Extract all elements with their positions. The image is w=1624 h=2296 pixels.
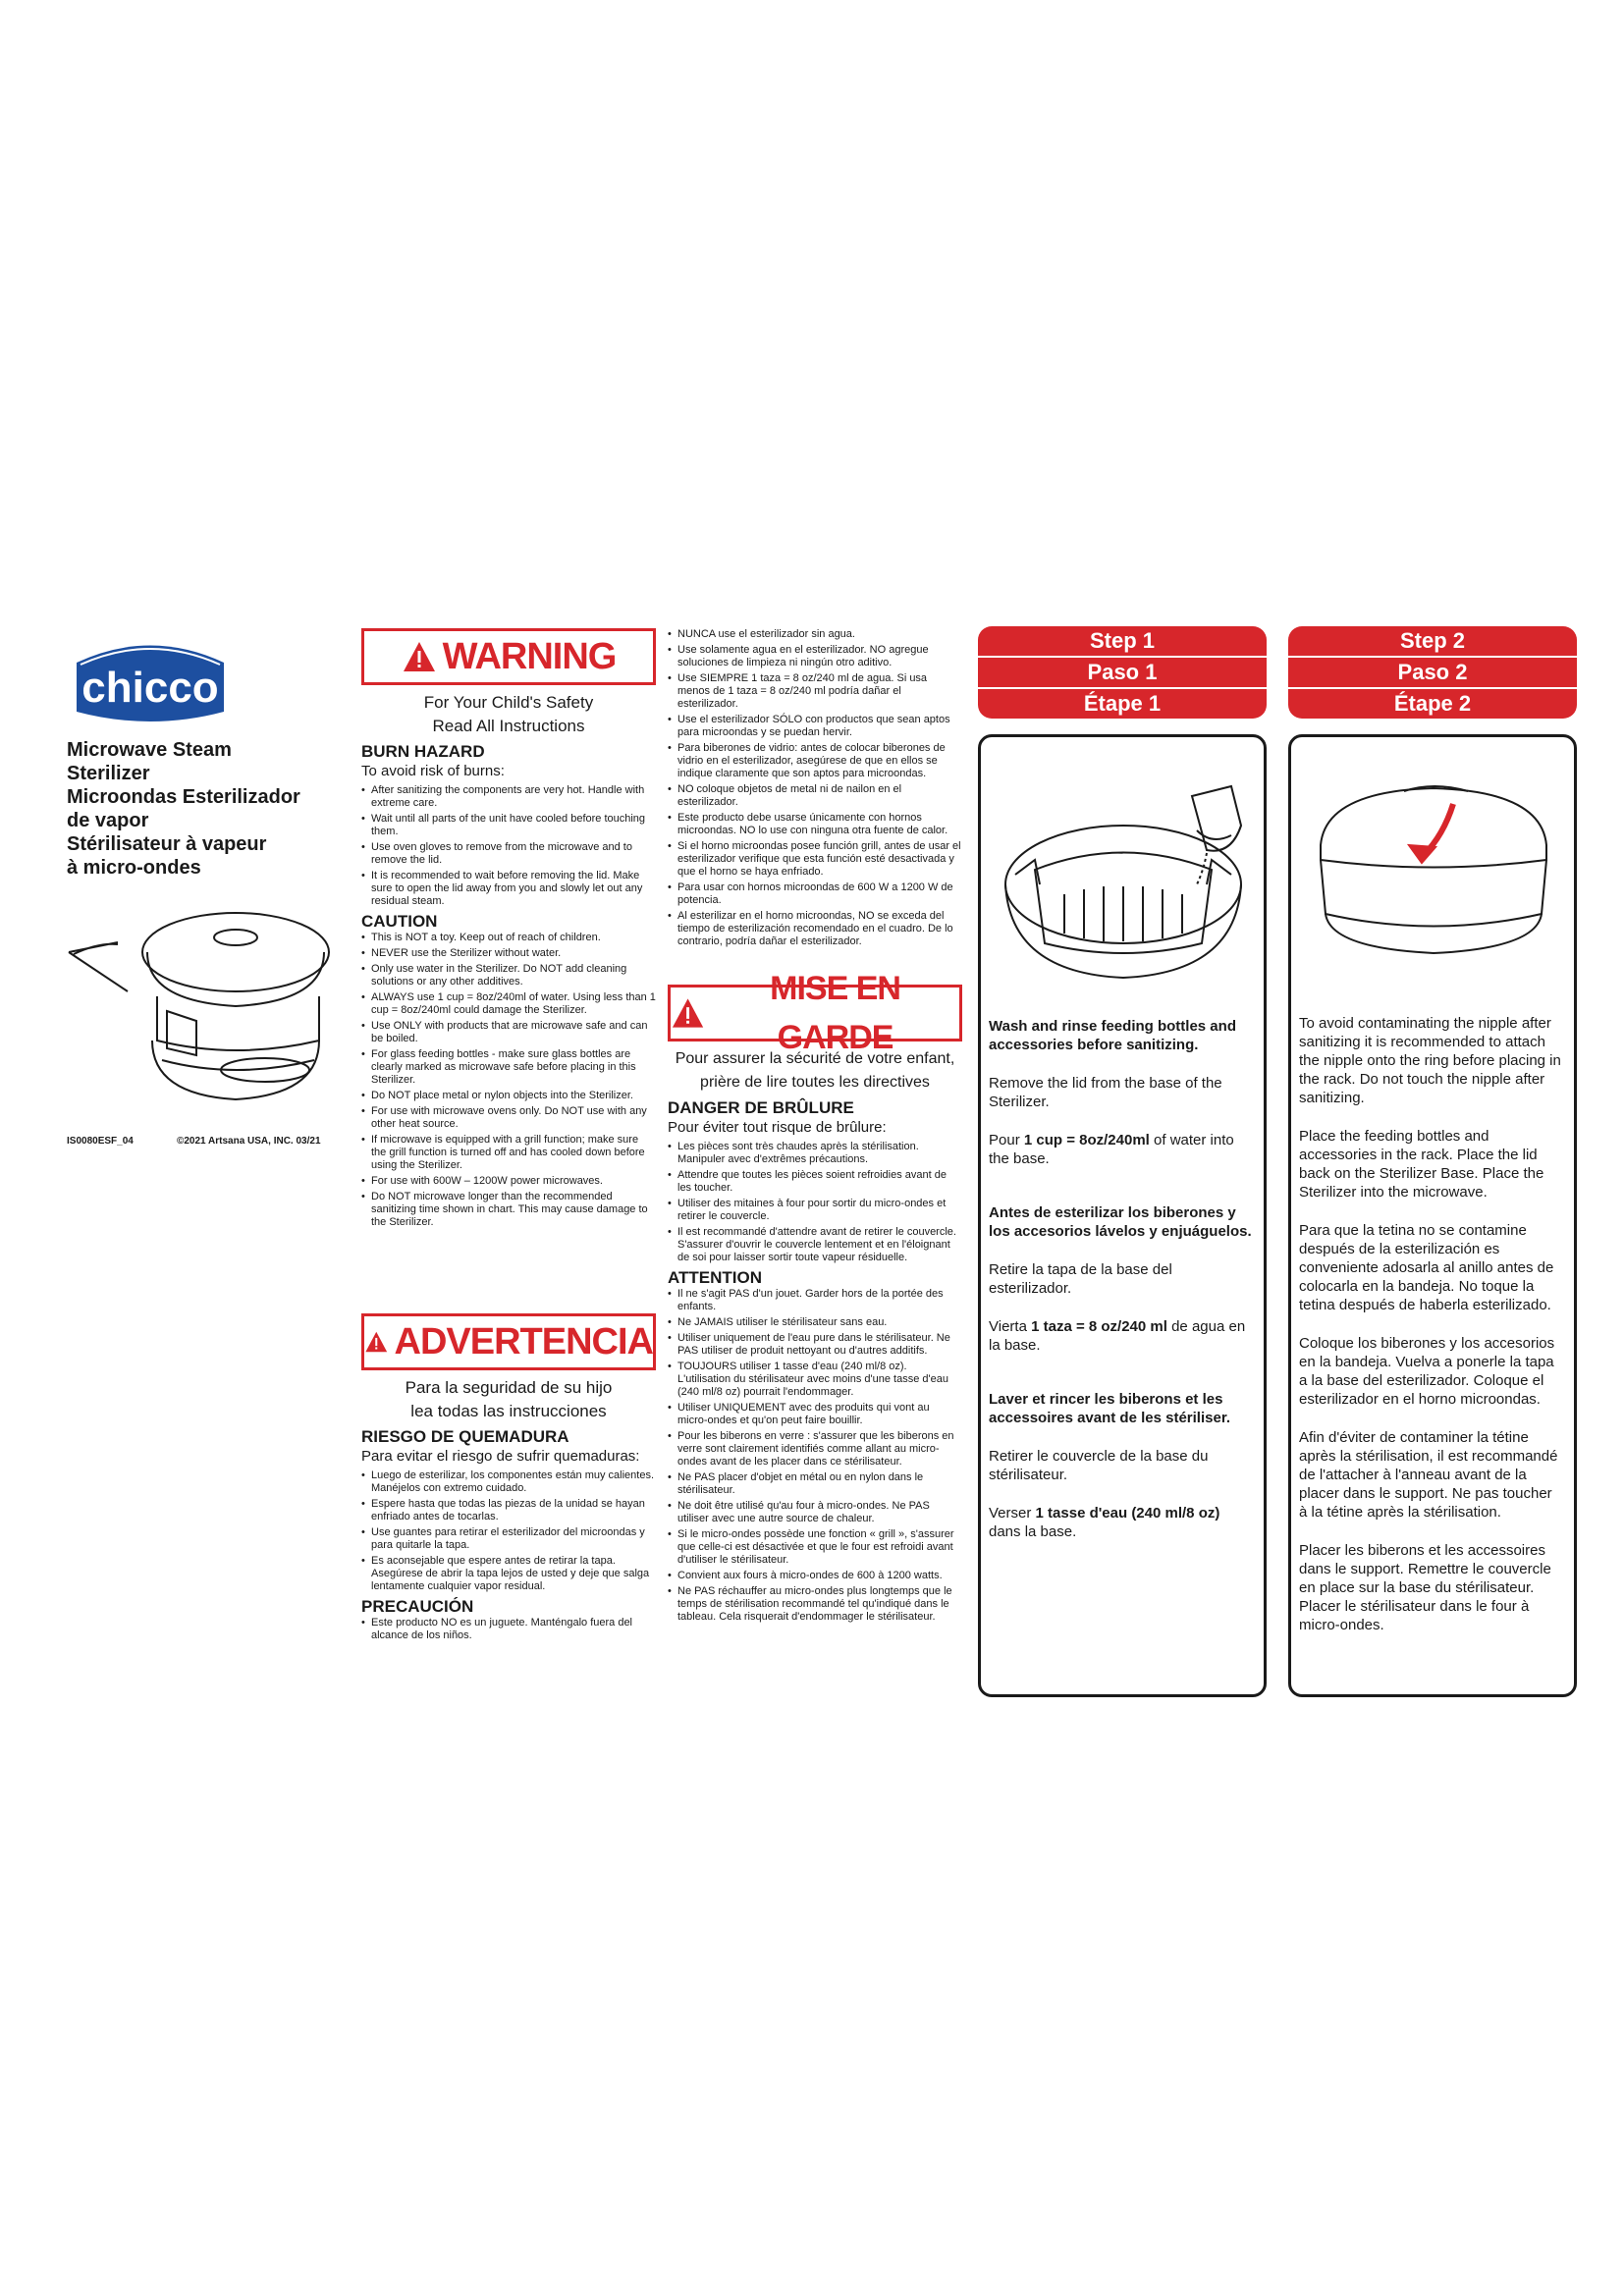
logo-text: chicco	[81, 664, 219, 712]
step-1-fr-p1: Retirer le couvercle de la base du stérilisateur.	[989, 1448, 1209, 1483]
burn-hazard-title: BURN HAZARD	[361, 742, 485, 761]
advertencia-section	[361, 1313, 656, 1645]
title-en-1: Microwave Steam	[67, 739, 232, 761]
list-item: • TOUJOURS utiliser 1 tasse d'eau (240 ml/8 oz). L'utilisation du stérilisateur avec moins d'une tasse d'eau (240 ml/8 oz) pourrait l'endommager.	[668, 1361, 962, 1399]
list-item: • Use guantes para retirar el esterilizador del microondas y para quitarle la tapa.	[361, 1526, 656, 1552]
list-item: • Do NOT place metal or nylon objects into the Sterilizer.	[361, 1090, 656, 1102]
step-1-en-p2c: of water into the base.	[989, 1132, 1234, 1167]
list-item: • Si el horno microondas posee función grill, antes de usar el esterilizador verifique que esta función esté desactivada y que el horno se haya enfriado.	[668, 840, 962, 879]
list-item: • Espere hasta que todas las piezas de la unidad se hayan enfriado antes de tocarlas.	[361, 1498, 656, 1523]
step-1-es-p1: Retire la tapa de la base del esterilizador.	[989, 1261, 1172, 1297]
step-1-en-p1: Remove the lid from the base of the Sterilizer.	[989, 1075, 1222, 1110]
attention-list	[668, 1288, 962, 1624]
advertencia-banner	[361, 1313, 656, 1370]
mise-en-garde-sub-1: Pour assurer la sécurité de votre enfant,	[675, 1050, 955, 1067]
chicco-logo	[67, 633, 234, 731]
warning-triangle-icon	[671, 996, 705, 1030]
step-2-label-fr: Étape 2	[1393, 691, 1472, 716]
warning-triangle-icon	[402, 640, 437, 673]
warning-sub-1: For Your Child's Safety	[423, 693, 594, 712]
list-item: • NUNCA use el esterilizador sin agua.	[668, 628, 962, 641]
step-2-label-en: Step 2	[1288, 626, 1577, 658]
sterilizer-illustration	[59, 883, 353, 1119]
danger-subtitle: Pour éviter tout risque de brûlure:	[668, 1119, 887, 1136]
list-item: • This is NOT a toy. Keep out of reach of children.	[361, 932, 656, 944]
list-item: • Ne PAS réchauffer au micro-ondes plus longtemps que le temps de stérilisation recommandé tel qu'indiqué dans le tableau. Cela risquerait d'endommager le stérilisateur.	[668, 1585, 962, 1624]
list-item: • Il est recommandé d'attendre avant de retirer le couvercle. S'assurer d'ouvrir le couvercle lentement et en l'éloignant de soi pour laisser sortir toute vapeur résiduelle.	[668, 1226, 962, 1264]
step-1-es-p2b: 1 taza = 8 oz/240 ml	[1031, 1318, 1167, 1335]
step-1-es-p2a: Vierta	[989, 1318, 1032, 1335]
list-item: • Use solamente agua en el esterilizador. NO agregue soluciones de limpieza ni ningún otro aditivo.	[668, 644, 962, 669]
document-code: IS0080ESF_04	[67, 1136, 134, 1147]
advertencia-sub-1: Para la seguridad de su hijo	[405, 1378, 613, 1397]
danger-list	[668, 1141, 962, 1264]
step-2-panel	[1288, 734, 1577, 1697]
list-item: • Para usar con hornos microondas de 600 W a 1200 W de potencia.	[668, 881, 962, 907]
step-2-header	[1288, 626, 1577, 719]
list-item: • Utiliser des mitaines à four pour sortir du micro-ondes et retirer le couvercle.	[668, 1198, 962, 1223]
advertencia-banner-text: ADVERTENCIA	[394, 1321, 653, 1362]
step-1-fr-p2b: 1 tasse d'eau (240 ml/8 oz)	[1035, 1505, 1220, 1522]
title-fr-1: Stérilisateur à vapeur	[67, 833, 267, 855]
list-item: • For use with microwave ovens only. Do NOT use with any other heat source.	[361, 1105, 656, 1131]
step-1-label-en: Step 1	[978, 626, 1267, 658]
riesgo-list	[361, 1469, 656, 1593]
step-1-en-p2a: Pour	[989, 1132, 1024, 1148]
warning-banner	[361, 628, 656, 685]
copyright: ©2021 Artsana USA, INC. 03/21	[177, 1136, 321, 1147]
step-1-en-heading: Wash and rinse feeding bottles and accessories before sanitizing.	[989, 1018, 1236, 1053]
list-item: • Utiliser uniquement de l'eau pure dans le stérilisateur. Ne PAS utiliser de produit nettoyant ou d'autres additifs.	[668, 1332, 962, 1358]
warning-sub-2: Read All Instructions	[432, 717, 585, 735]
mise-en-garde-banner	[668, 970, 962, 1056]
step-2-en-p1: To avoid contaminating the nipple after sanitizing it is recommended to attach the nipple onto the ring before placing in the rack. Do not touch the nipple after sanitizing.	[1299, 1015, 1561, 1106]
step-1-fr-heading: Laver et rincer les biberons et les accessoires avant de les stériliser.	[989, 1391, 1230, 1426]
list-item: • Les pièces sont très chaudes après la stérilisation. Manipuler avec d'extrêmes précautions.	[668, 1141, 962, 1166]
list-item: • Use ONLY with products that are microwave safe and can be boiled.	[361, 1020, 656, 1045]
warning-subtitle	[361, 691, 656, 738]
list-item: • Para biberones de vidrio: antes de colocar biberones de vidrio en el esterilizador, asegúrese de que en ellos se indique claramente que son aptos para microondas.	[668, 742, 962, 780]
list-item: • Si le micro-ondes possède une fonction « grill », s'assurer que celle-ci est désactivée et que le four est refroidi avant d'utiliser le stérilisateur.	[668, 1528, 962, 1567]
list-item: • It is recommended to wait before removing the lid. Make sure to open the lid away from you and slowly let out any residual steam.	[361, 870, 656, 908]
mise-en-garde-subtitle	[668, 1047, 962, 1095]
step-2-fr-p2: Placer les biberons et les accessoires dans le support. Remettre le couvercle en place sur la base du stérilisateur. Placer le stérilisateur dans le four à micro-ondes.	[1299, 1542, 1551, 1633]
mise-en-garde-sub-2: prière de lire toutes les directives	[700, 1074, 930, 1091]
list-item: • Only use water in the Sterilizer. Do NOT add cleaning solutions or any other additives.	[361, 963, 656, 988]
list-item: • Al esterilizar en el horno microondas, NO se exceda del tiempo de esterilización recomendado en el cuadro. De lo contrario, podría dañar el esterilizador.	[668, 910, 962, 948]
step-1-es-heading: Antes de esterilizar los biberones y los accesorios lávelos y enjuáguelos.	[989, 1204, 1252, 1240]
danger-title: DANGER DE BRÛLURE	[668, 1098, 854, 1117]
list-item: • Utiliser UNIQUEMENT avec des produits qui vont au micro-ondes et qu'on peut faire bouillir.	[668, 1402, 962, 1427]
product-title	[67, 738, 361, 880]
step-1-en-p2b: 1 cup = 8oz/240ml	[1023, 1132, 1150, 1148]
list-item: • Use SIEMPRE 1 taza = 8 oz/240 ml de agua. Si usa menos de 1 taza = 8 oz/240 ml podría dañar el esterilizador.	[668, 672, 962, 711]
list-item: • For glass feeding bottles - make sure glass bottles are clearly marked as microwave safe before placing in this Sterilizer.	[361, 1048, 656, 1087]
precaucion-continued	[668, 628, 962, 951]
list-item: • Ne PAS placer d'objet en métal ou en nylon dans le stérilisateur.	[668, 1471, 962, 1497]
precaucion-list-continued	[668, 628, 962, 948]
list-item: • Il ne s'agit PAS d'un jouet. Garder hors de la portée des enfants.	[668, 1288, 962, 1313]
step-1-fr-p2c: dans la base.	[989, 1523, 1077, 1540]
list-item: • After sanitizing the components are very hot. Handle with extreme care.	[361, 784, 656, 810]
step-1-fr-p2a: Verser	[989, 1505, 1036, 1522]
precaucion-title: PRECAUCIÓN	[361, 1597, 474, 1616]
warning-banner-text: WARNING	[442, 636, 617, 677]
precaucion-list	[361, 1617, 656, 1642]
list-item: • For use with 600W – 1200W power microwaves.	[361, 1175, 656, 1188]
basket-illustration	[996, 776, 1251, 1002]
attention-title: ATTENTION	[668, 1268, 763, 1287]
list-item: • Luego de esterilizar, los componentes están muy calientes. Manéjelos con extremo cuidado.	[361, 1469, 656, 1495]
mise-en-garde-section	[668, 970, 962, 1627]
step-1-header	[978, 626, 1267, 719]
list-item: • Ne JAMAIS utiliser le stérilisateur sans eau.	[668, 1316, 962, 1329]
list-item: • If microwave is equipped with a grill function; make sure the grill function is turned off and has cooled down before using the Sterilizer.	[361, 1134, 656, 1172]
list-item: • ALWAYS use 1 cup = 8oz/240ml of water. Using less than 1 cup = 8oz/240ml could damage the Sterilizer.	[361, 991, 656, 1017]
title-fr-2: à micro-ondes	[67, 857, 201, 879]
step-2-en-p2: Place the feeding bottles and accessories in the rack. Place the lid back on the Sterilizer Base. Place the Sterilizer into the microwave.	[1299, 1128, 1544, 1201]
warning-en-section	[361, 628, 656, 1232]
step-1-en-p2	[989, 1131, 1254, 1168]
list-item: • Attendre que toutes les pièces soient refroidies avant de les toucher.	[668, 1169, 962, 1195]
list-item: • Ne doit être utilisé qu'au four à micro-ondes. Ne PAS utiliser avec une autre source de chaleur.	[668, 1500, 962, 1525]
list-item: • NEVER use the Sterilizer without water.	[361, 947, 656, 960]
step-2-fr-p1: Afin d'éviter de contaminer la tétine après la stérilisation, il est recommandé de l'attacher à l'anneau avant de la placer dans le support. Ne pas toucher à la tétine après la stérilisation.	[1299, 1429, 1558, 1521]
step-1-label-fr: Étape 1	[1083, 691, 1162, 716]
list-item: • Este producto NO es un juguete. Manténgalo fuera del alcance de los niños.	[361, 1617, 656, 1642]
advertencia-sub-2: lea todas las instrucciones	[410, 1402, 607, 1420]
advertencia-subtitle	[361, 1376, 656, 1423]
step-2-es-p2: Coloque los biberones y los accesorios en la bandeja. Vuelva a ponerle la tapa a la base del esterilizador. Coloque el esterilizador en el horno microondas.	[1299, 1335, 1555, 1408]
step-2-es-p1: Para que la tetina no se contamine después de la esterilización es conveniente adosarla al anillo antes de colocarla en la bandeja. No toque la tetina después de haberla esterilizado.	[1299, 1222, 1554, 1313]
warning-triangle-icon	[364, 1325, 389, 1359]
caution-list	[361, 932, 656, 1229]
step-1-es-p2	[989, 1317, 1254, 1355]
step-1-panel	[978, 734, 1267, 1697]
list-item: • Use oven gloves to remove from the microwave and to remove the lid.	[361, 841, 656, 867]
list-item: • NO coloque objetos de metal ni de nailon en el esterilizador.	[668, 783, 962, 809]
title-es-2: de vapor	[67, 810, 149, 831]
burn-hazard-list	[361, 784, 656, 908]
list-item: • Es aconsejable que espere antes de retirar la tapa. Asegúrese de abrir la tapa lejos de usted y deje que salga lentamente cualquier vapor residual.	[361, 1555, 656, 1593]
title-en-2: Sterilizer	[67, 763, 150, 784]
step-1-es-p2c: de agua en la base.	[989, 1318, 1246, 1354]
list-item: • Wait until all parts of the unit have cooled before touching them.	[361, 813, 656, 838]
list-item: • Pour les biberons en verre : s'assurer que les biberons en verre sont clairement identifiés comme allant au micro-ondes avant de les placer dans ce stérilisateur.	[668, 1430, 962, 1468]
mise-en-garde-banner-text: MISE EN GARDE	[770, 970, 900, 1056]
title-es-1: Microondas Esterilizador	[67, 786, 300, 808]
riesgo-title: RIESGO DE QUEMADURA	[361, 1427, 569, 1446]
lid-illustration	[1306, 767, 1561, 983]
step-2-text	[1299, 1014, 1564, 1654]
step-2-label-es: Paso 2	[1288, 658, 1577, 689]
list-item: • Do NOT microwave longer than the recommended sanitizing time shown in chart. This may cause damage to the Sterilizer.	[361, 1191, 656, 1229]
step-1-fr-p2	[989, 1504, 1254, 1541]
list-item: • Convient aux fours à micro-ondes de 600 à 1200 watts.	[668, 1570, 962, 1582]
caution-title: CAUTION	[361, 912, 438, 931]
step-1-text	[989, 1017, 1254, 1561]
list-item: • Use el esterilizador SÓLO con productos que sean aptos para microondas y se puedan hervir.	[668, 714, 962, 739]
burn-hazard-subtitle: To avoid risk of burns:	[361, 763, 505, 779]
riesgo-subtitle: Para evitar el riesgo de sufrir quemaduras:	[361, 1448, 640, 1465]
step-1-label-es: Paso 1	[978, 658, 1267, 689]
list-item: • Este producto debe usarse únicamente con hornos microondas. NO lo use con ninguna otra fuente de calor.	[668, 812, 962, 837]
